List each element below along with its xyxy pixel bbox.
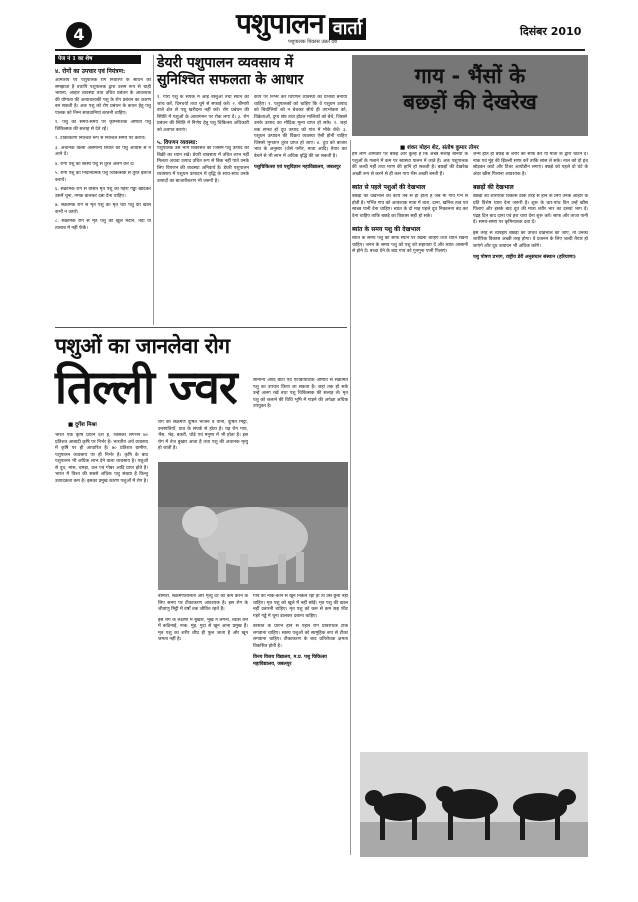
left-col-point: ५. रोगी पशु का निदानात्मक पशु चिकित्सक से तुरंत इलाज करायें।	[55, 171, 151, 183]
dairy-authors: पशुचिकित्सा एवं पशुविज्ञान महाविद्यालय, जबलपुर	[254, 164, 341, 170]
masthead-rule	[55, 49, 585, 51]
gaay-col-1c-text: ब्यांत के समय पशु को साफ स्थान पर रखना चाहिए तथा ध्यान रखना चाहिए। जनन के समय पशु को पशु को सहायता दें और ब्यांत आसानी से होने दें। बच्चा देने के बाद गाय को गुनगुना पानी पिलाएं।	[352, 236, 468, 254]
gaay-col-1b-text: बछड़ों की देखभाल का कार्य तब से ही होता है जब मां गाय गर्भ से होती है। गर्भित गाय को आवश्यक मात्रा में चारा, दाना, खनिज तत्व एवं स्वच्छ पानी देना चाहिए। ब्यांत के दो माह पहले दूध निकालना बंद कर देना चाहिए ताकि बछड़े का विकास सही हो सके।	[352, 194, 468, 219]
left-col-title: ४. रोगों का उपचार एवं नियंत्रण:	[55, 68, 126, 75]
column-divider	[153, 55, 154, 325]
gaay-col-2-text: जन्म होते ही बछड़े के शरीर को साफ करें या माता के द्वारा चाटने दें। नाक एवं मुंह की झिल्ली साफ करें ताकि सांस ले सके। नाल को दो इंच छोड़कर काटें और टिंचर आयोडीन लगाएं। बछड़े को पहले दो घंटे के अंदर खीस पिलाना आवश्यक है।	[473, 152, 588, 177]
gaay-byline-text: शंकर मोहन शेट, संतोष कुमार तोमर	[407, 145, 479, 151]
gaay-col-2	[473, 152, 588, 747]
tilli-col-2-bottom	[158, 594, 248, 852]
gaay-col-1	[352, 152, 468, 752]
buffalo-calves-photo	[360, 752, 588, 857]
gaay-byline: ■ शंकर मोहन शेट, संतोष कुमार तोमर	[400, 145, 479, 151]
section-tag: पेज नं 1 का शेष	[55, 55, 141, 64]
left-col-point: ३. अचानक किसी असमान्य स्थिति को पशु आवास से न आने दें।	[55, 145, 151, 157]
tilli-col-2c-text: इस रोग के लक्षणों में बुखार, भूख न लगना, श्वास लेने में कठिनाई, नाक, मुंह, गुदा से खून आना प्रमुख हैं। मृत पशु का शरीर शीघ्र ही फूल जाता है और खून जमता नहीं है।	[158, 617, 248, 642]
page-number-badge: 4	[66, 22, 92, 48]
dairy-col-2	[254, 95, 347, 323]
gaay-col-1-text: हम लोग आमतौर पर बछड़े और कुल्हे हैं कि अच्छे सलाह बनियों के पशुओं के गलाने में कम पर स्वास्थ्य पालन में जाते हैं। अतः पशुपालक की जल्दी नहीं तथा मरण की हानि हो सकती है। बछड़ों की देखरेख अच्छी रूप से करने से ही कल गाय भैंस अच्छी बनती हैं।	[352, 152, 468, 177]
dairy-col-1b-text: पशुपालक उस भाग विकसित को जिसमें पशु उत्पाद की बिक्री का ध्यान रखें। डेयरी व्यवसाय में उचित लाभ नहीं मिलता अथवा उत्पाद उचित रूप से बिक नहीं पाते उनके लिए विपणन की व्यवस्था अनिवार्य है। डेयरी पशुपालन व्यवसाय में पशुधन उत्पादन में वृद्धि के साथ-साथ उनके उत्पादों का बाजारीकरण भी जरूरी है।	[157, 146, 249, 184]
dairy-subhead: ५. विपणन व्यवस्था:	[157, 140, 198, 146]
masthead-tagline: पशुपालक विकास उन्नत देश	[288, 39, 338, 45]
masthead-title	[236, 7, 366, 41]
gaay-headline-2: बछड़ों की देखरेख	[403, 90, 537, 114]
tilli-col-3c-text: बरसात के प्रारंभ होने से पहले रोग प्रतिरोधक टीके लगवाना चाहिए। स्वस्थ पशुओं को सामूहिक रूप से टीका लगवाना चाहिए। टीकाकरण के बाद प्रतिरोधक क्षमता विकसित होती है।	[253, 624, 348, 649]
gaay-col-2c-text: इस तरह से व्यवहार बछड़ों की उचित देखभाल की जाए, तो उनका शारीरिक विकास अच्छी तरह होगा। वे प्रजनन के लिए जल्दी तैयार हो जाएंगे और दूध उत्पादन भी अधिक करेंगे।	[473, 230, 588, 249]
left-col-point: ४. रोगी पशु को स्वस्थ पशु से तुरंत अलग कर दें।	[55, 161, 135, 167]
left-col-point: २. टीकाकरण निश्चित रूप से निश्चित समय पर करायें।	[55, 136, 146, 141]
masthead-title-main: पशुपालन	[236, 7, 324, 40]
gaay-subhead-1: ब्यांत से पहले पशुओं की देखभाल	[352, 184, 426, 191]
gaay-authors: पशु पोषण प्रभाग, राष्ट्रीय डेरी अनुसंधान संस्थान (हरियाणा)	[473, 254, 576, 260]
tilli-col-3-bottom	[253, 594, 348, 852]
section-divider	[55, 327, 347, 328]
dairy-col-2-text: कार्य पर निर्भर कर विपणन व्यवस्था को प्रभावी बनाया चाहिए। १. पशुपालकों को चाहिए कि वे पशुधन उत्पाद को बिचौलियों को न बेचकर सीधे ही उपभोक्ता को, विक्रेताओं, दुग्ध संघ तथा होटल मालिकों को बेचें, जिससे उनके उत्पाद का मौद्रिक मूल्य प्राप्त हो सके। २. जहां तक संभव हो दूध उत्पाद को गांव में मौके बेचें। ३. पशुधन उत्पादन की विक्रय व्यवस्था ऐसी होनी चाहिए जिससे भुगतान तुरंत प्राप्त हो जाए। ४. दुध को बाजार भाव के अनुसार (जैसे पनीर, मावा आदि) तैयार कर बेचने से भी लाभ में अधिक वृद्धि की जा सकती है।	[254, 95, 347, 159]
buffalo-calves-illustration	[360, 752, 588, 857]
calf-illustration	[158, 462, 348, 590]
tilli-col-3-top	[253, 378, 348, 460]
dairy-col-1	[157, 95, 249, 323]
tilli-col-3b-text: गाय की नाक-कान से खून निकल रहा हो तो उसे छूना नहीं चाहिए। मृत पशु को खुले में नहीं छोड़ें। मृत पशु की खाल नहीं उतारनी चाहिए। मृत पशु को कम से कम छह फीट गहरे गड्ढे में चूना डालकर दबाना चाहिए।	[253, 594, 348, 619]
left-column	[55, 55, 151, 321]
gaay-headline-box	[352, 55, 588, 136]
tilli-col-2-text: रोग का संक्रमण दूषित भोजन व पानी, दूषित मिट्टी, वनस्पतियों, घाव के संपर्क से होता है। यह रोग गाय, भैंस, भेड़, बकरी, घोड़े एवं मनुष्य में भी होता है। इस रोग में तेज बुखार आता है तथा पशु की अचानक मृत्यु हो जाती है।	[158, 420, 248, 451]
tilli-col-2b-text: बीमारी, संक्रमणशीलता और मृत्यु दर को कम करने के लिए समय पर टीकाकरण आवश्यक है। इस रोग के जीवाणु मिट्टी में वर्षों तक जीवित रहते हैं।	[158, 594, 248, 612]
gaay-headline-1: गाय - भैंसों के	[414, 64, 526, 88]
left-col-point: १. पशु को समय-समय पर कृमिनाशक औषधी पशु चिकित्सक की सलाह से देते रहें।	[55, 120, 151, 132]
left-col-point: ६. संक्रामक रोग से ग्रसित मृत पशु को गहरा गड्ढा खोदकर उसमें चूना, नमक डालकर दबा देना चाहिए।	[55, 187, 151, 199]
left-col-point: ८. संक्रामक रोग से मृत पशु को खुले मैदान, नदी या तालाब में नहीं फेंकें।	[55, 219, 151, 231]
left-col-point: ७. संक्रामक रोग से मृत पशु को मृत घेरा पशु की खाल कभी न उतारें।	[55, 203, 151, 215]
gaay-subhead-2: ब्यांत के समय पशु की देखभाल	[352, 226, 421, 233]
tilli-authors: विनय विजय विद्यालय, म.प्र. पशु चिकित्सा महाविद्यालय, जबलपुर	[253, 654, 327, 667]
tilli-byline-text: दुर्गेश मिश्रा	[75, 422, 97, 428]
masthead-title-tail: वार्ता	[329, 18, 367, 40]
tilli-col-1-text: भारत एक कृषि प्रधान देश है, जिसकी लगभग ७० प्रतिशत आबादी कृषि पर निर्भर है। भारतीय अर्थ व्यवस्था में कृषि पर ही आधारित है। ७० प्रतिशत ग्रामीण, पशुपालन व्यवसाय पर ही निर्भर है। कृषि के बाद पशुपालन भी अधिक लाभ देने वाला व्यवसाय है। पशुओं से दूध, मांस, चमड़ा, ऊन एवं गोबर आदि प्राप्त होते हैं। भारत में विश्व की सबसे अधिक पशु संख्या है किन्तु उत्पादकता कम है। इसका प्रमुख कारण पशुओं में रोग है।	[55, 433, 148, 484]
dairy-col-1-text: १. गौरी पशु के संपर्क में आई वस्तुओं तथा स्थान की जांच करें, दिनचर्या तथा चूने से सफाई करें। २. बीमारी वाले क्षेत्र से पशु खरीदना नहीं करें। रोग प्रबंधन की स्थिति में पशुओं के आवागमन पर रोक लगा दें। ३. रोग प्रबंधन की स्थिति में निर्णय हेतु पशु चिकित्सा अधिकारी को अवगत कराएं।	[157, 95, 249, 133]
sick-calf-photo	[158, 462, 348, 590]
masthead	[0, 0, 638, 52]
tilli-col-3-text: सामान्य आदि बीटा एवं एंटीबायोटिक औषधि से संक्रमित पशु का उपचार किया जा सकता है। जहां तक हो सके उन्हें अलग रखें तथा पशु चिकित्सक की सलाह लें। मृत पशु को जलाने की विधि भूमि में गाड़ने की अपेक्षा अधिक उपयुक्त है।	[253, 378, 348, 409]
column-divider	[350, 140, 351, 855]
dairy-headline-1: डेयरी पशुपालन व्यवसाय में	[157, 55, 294, 71]
tilli-headline-2: तिल्ली ज्वर	[55, 360, 237, 414]
tilli-col-1	[55, 433, 148, 853]
tilli-byline: ■ दुर्गेश मिश्रा	[68, 422, 97, 428]
left-col-body: आमाशय पर पशुपालक रोग निवारण के साधन को समझाता है तथापि पशुपालक द्वारा उत्तम रूप से चाही भावना, आहार व्यवस्था तथा उचित प्रबंधन के आवश्यक की योग्यता की अत्यावश्यकी पशु के रोग प्रबंधन का कारण बन सकती है। अतः पशु को रोग प्रबंधन के कथन हेतु पशु पालक को निम्न सावधानियां बरतनी चाहिए।	[55, 78, 151, 116]
dairy-headline-2: सुनिश्चित सफलता के आधार	[157, 72, 304, 88]
gaay-col-2b-text: बछड़ों का शारीरिक विकास ठीक तरह से होने के लिए उनके आहार के प्रति विशेष ध्यान देना जरूरी है। शुरू के चार-पांच दिन उन्हें खीस पिलाएं और इसके बाद दूध की मात्रा शरीर भार का दसवां भाग दें। पंद्रह दिन बाद दाना एवं हरा चारा देना शुरू करें। साफ और ताजा पानी दें। समय-समय पर कृमिनाशक दवा दें।	[473, 194, 588, 225]
gaay-subhead-3: बछड़ों की देखभाल	[473, 184, 514, 191]
dairy-article	[157, 55, 347, 325]
tilli-headline-1: पशुओं का जानलेवा रोग	[55, 334, 230, 358]
tilli-col-2-top	[158, 420, 248, 460]
issue-date: दिसंबर 2010	[520, 25, 582, 38]
